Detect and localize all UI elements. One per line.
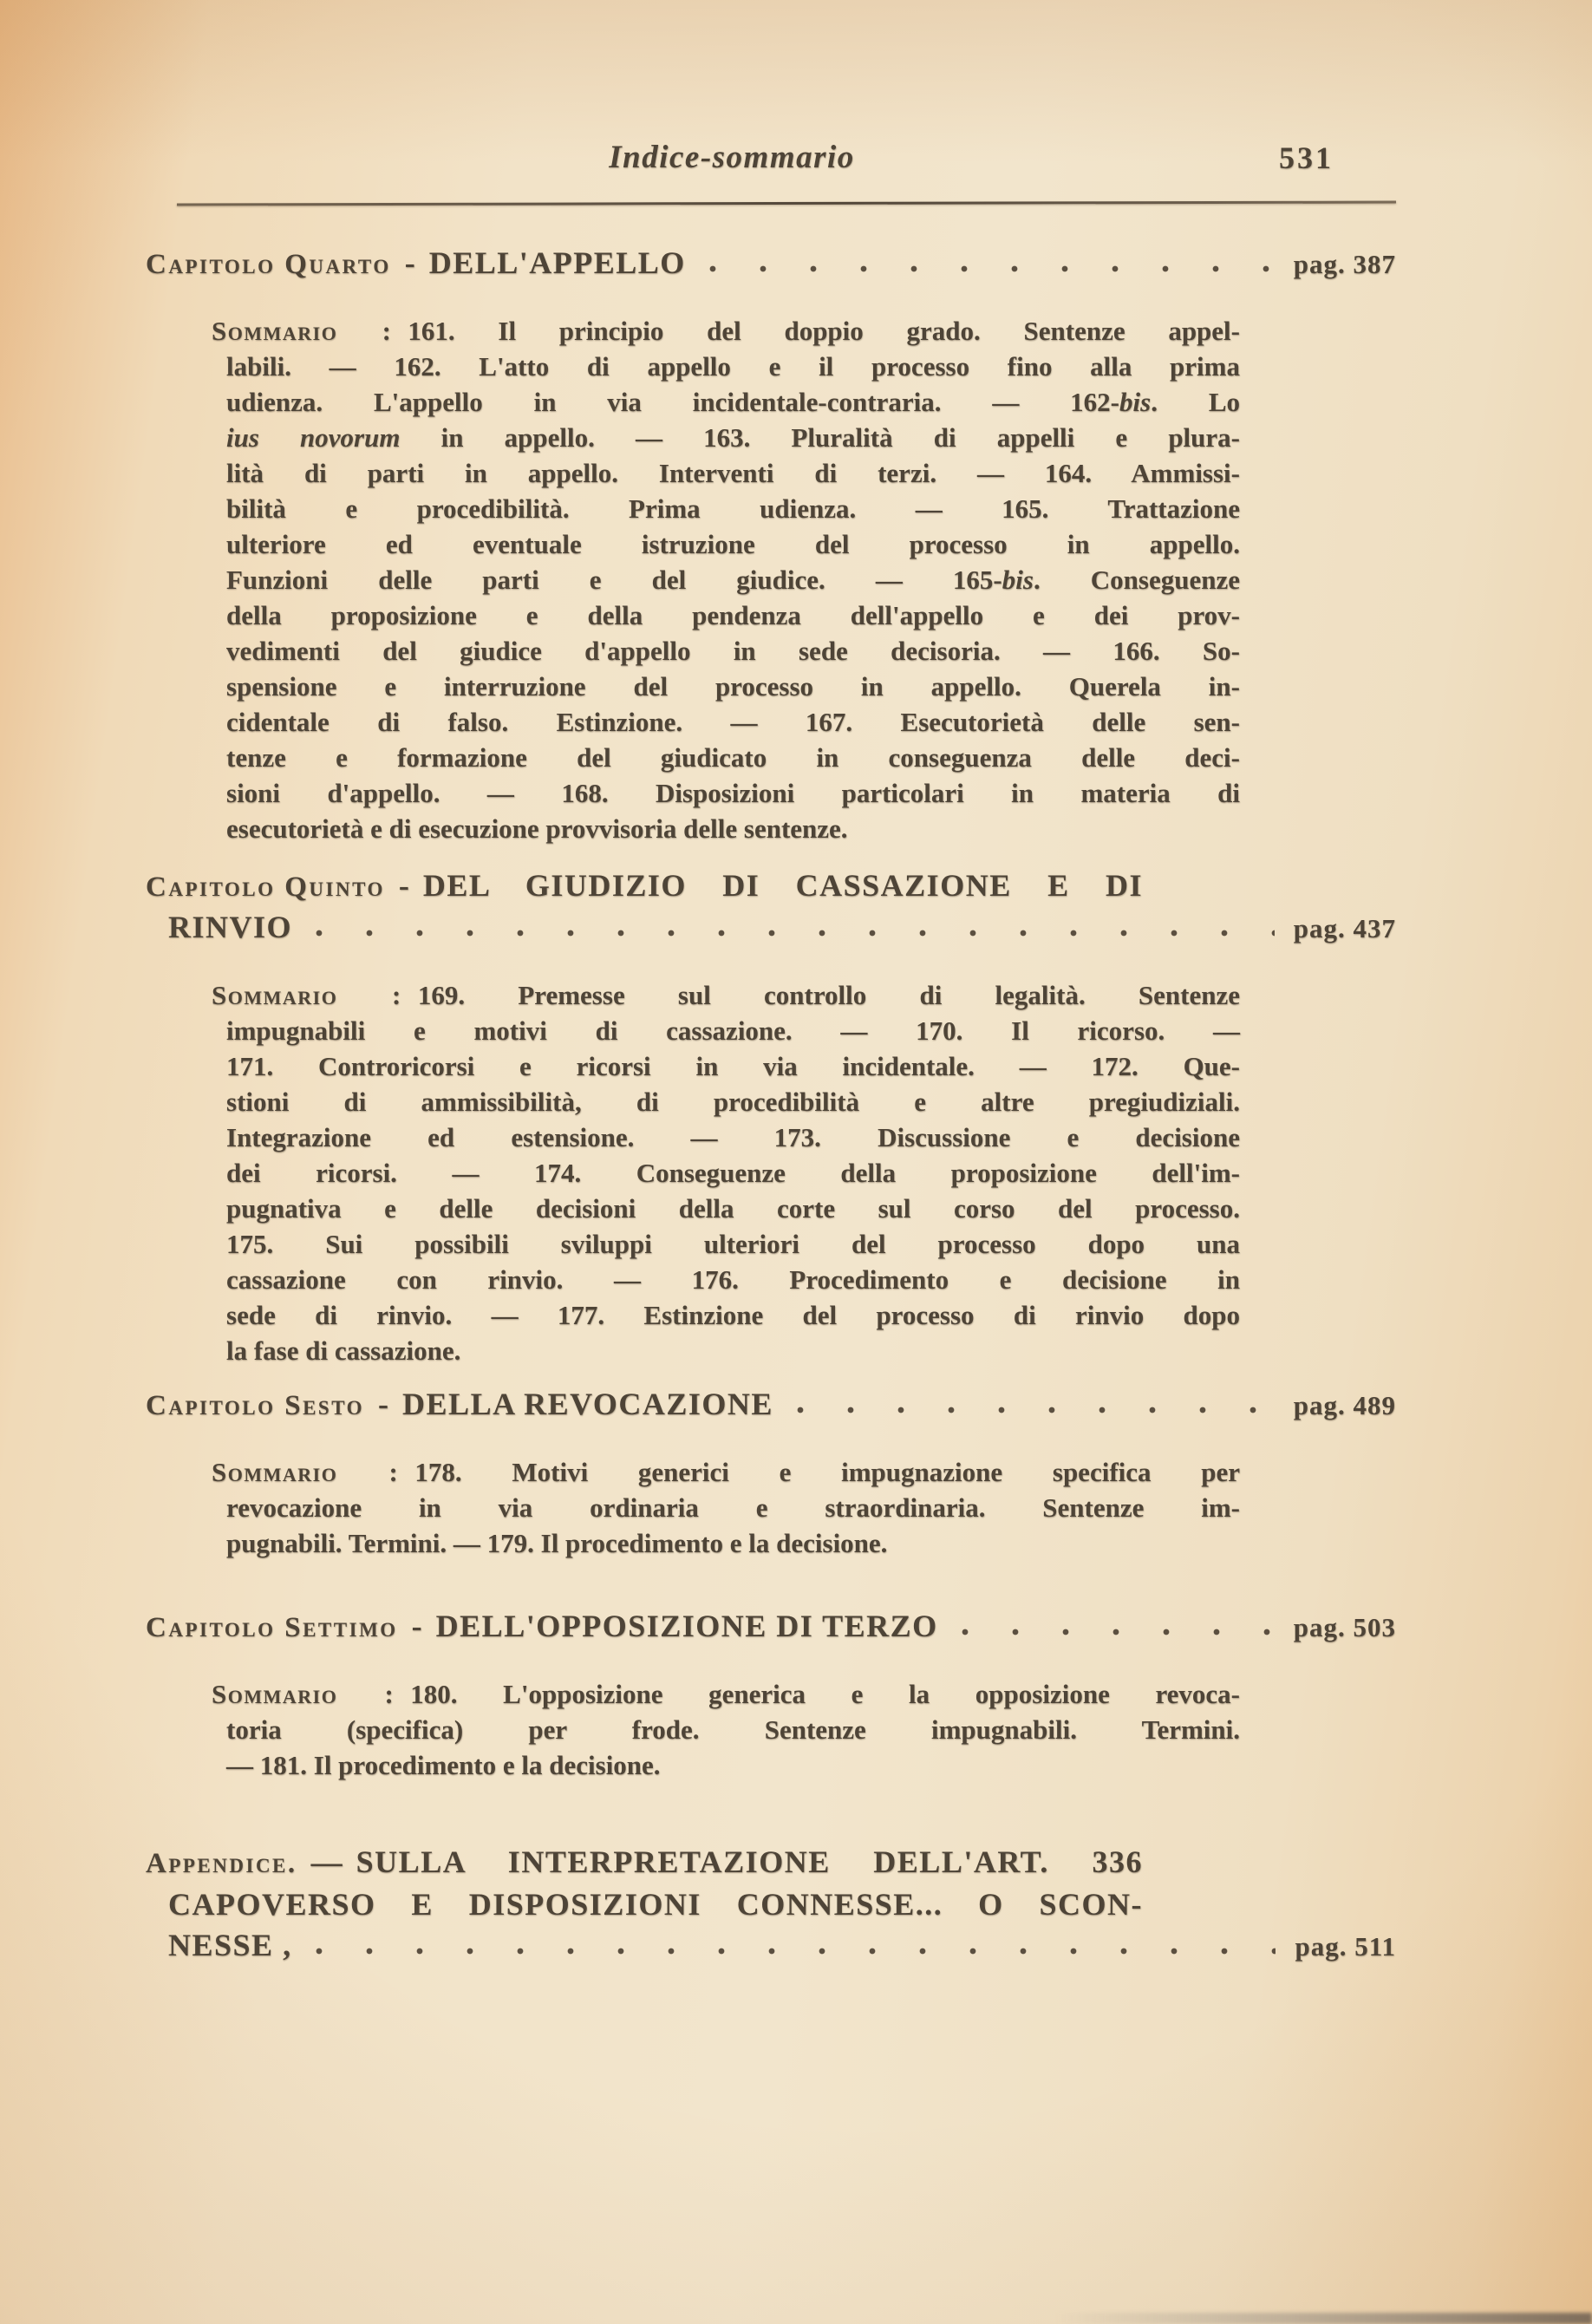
dot-leader [315,1947,1276,1955]
chapter-heading [146,1606,1396,1648]
sommario-line: ulteriore ed eventuale istruzione del processo in appello. [226,529,1240,559]
sommario-line: ius novorum in appello. — 163. Pluralità di appelli e plura- [226,422,1240,453]
sommario-line: della proposizione e della pendenza dell'appello e dei prov- [226,600,1240,630]
sommario-line: cidentale di falso. Estinzione. — 167. Esecutorietà delle sen- [226,707,1240,737]
sommario-line: spensione e interruzione del processo in appello. Querela in- [226,671,1240,702]
sommario-line: stioni di ammissibilità, di procedibilità e altre pregiudiziali. [226,1087,1240,1117]
toc-entry-capitolo-quarto [146,243,1396,846]
sommario-block [212,1454,1240,1561]
sommario-first-line [212,313,1240,349]
sommario-label: Sommario : [212,1679,395,1709]
sommario-line: Integrazione ed estensione. — 173. Discussione e decisione [226,1122,1240,1152]
sommario-line: Funzioni delle parti e del giudice. — 165-bis. Conseguenze [226,565,1240,595]
chapter-heading [146,1384,1396,1426]
sommario-line: sioni d'appello. — 168. Disposizioni particolari in materia di [226,778,1240,808]
sommario-first-text: 180. L'opposizione generica e la opposizione revoca- [410,1679,1241,1709]
sommario-line: pugnativa e delle decisioni della corte sul corso del processo. [226,1193,1240,1224]
sommario-line: udienza. L'appello in via incidentale-contraria. — 162-bis. Lo [226,387,1240,417]
sommario-line: sede di rinvio. — 177. Estinzione del processo di rinvio dopo [226,1300,1240,1330]
sommario-first-text: 161. Il principio del doppio grado. Sentenze appel- [408,316,1240,346]
sommario-label: Sommario : [212,980,402,1010]
sommario-line: 175. Sui possibili sviluppi ulteriori del processo dopo una [226,1229,1240,1259]
appendix-title-line2: CAPOVERSO E DISPOSIZIONI CONNESSE... O SCON- [168,1887,1143,1922]
page-reference: pag. 489 [1293,1390,1396,1420]
chapter-title: DELLA REVOCAZIONE [402,1387,773,1421]
dot-leader [315,929,1275,937]
sommario-line: bilità e procedibilità. Prima udienza. — 165. Trattazione [226,493,1240,524]
chapter-title-line2: RINVIO [168,910,293,944]
chapter-heading [146,243,1396,284]
appendix-heading [146,1842,1396,1884]
chapter-separator: - [404,245,415,280]
sommario-line: tenze e formazione del giudicato in conseguenza delle deci- [226,742,1240,773]
page-reference: pag. 437 [1293,913,1396,943]
appendix-separator: — [310,1844,343,1879]
chapter-label: Capitolo Sesto [146,1390,365,1421]
appendix-title-line1: SULLA INTERPRETAZIONE DELL'ART. 336 [356,1844,1143,1879]
sommario-line: lità di parti in appello. Interventi di terzi. — 164. Ammissi- [226,458,1240,488]
toc-entry-appendice [146,1842,1396,1967]
sommario-first-text: 169. Premesse sul controllo di legalità. Sentenze [417,980,1241,1010]
sommario-label: Sommario : [212,316,393,346]
sommario-line: 171. Controricorsi e ricorsi in via incidentale. — 172. Que- [226,1051,1240,1081]
page-reference: pag. 503 [1293,1612,1396,1642]
toc-entry-capitolo-quinto [146,865,1396,1368]
sommario-line: esecutorietà e di esecuzione provvisoria delle sentenze. [226,813,848,844]
sommario-block [212,313,1240,846]
dot-leader [961,1628,1275,1636]
sommario-line: — 181. Il procedimento e la decisione. [226,1750,661,1780]
chapter-label: Capitolo Quarto [146,249,391,280]
sommario-label: Sommario : [212,1457,400,1487]
sommario-lines [212,1712,1240,1783]
chapter-label: Capitolo Quinto [146,872,385,903]
chapter-separator: - [378,1387,389,1421]
scan-edge-smudge [1054,2313,1592,2324]
sommario-line: la fase di cassazione. [226,1335,461,1366]
toc-entry-capitolo-sesto [146,1384,1396,1561]
toc-entry-capitolo-settimo [146,1606,1396,1783]
sommario-first-line [212,1454,1240,1490]
appendix-heading-continuation [168,1925,1396,1967]
sommario-block [212,1676,1240,1783]
sommario-first-text: 178. Motivi generici e impugnazione specifica per [414,1457,1240,1487]
chapter-separator: - [398,868,409,903]
sommario-lines [212,349,1240,846]
chapter-title-line1: DEL GIUDIZIO DI CASSAZIONE E DI [422,868,1143,903]
sommario-block [212,977,1240,1368]
chapter-separator: - [411,1609,422,1643]
dot-leader [708,264,1275,273]
header-rule [177,201,1396,206]
dot-leader [796,1406,1275,1414]
sommario-line: labili. — 162. L'atto di appello e il processo fino alla prima [226,351,1240,382]
sommario-lines [212,1490,1240,1561]
chapter-heading [146,865,1396,907]
page-number: 531 [1279,140,1334,175]
sommario-line: cassazione con rinvio. — 176. Procedimento e decisione in [226,1264,1240,1295]
appendix-label: Appendice. [146,1848,297,1879]
chapter-heading-continuation [168,907,1396,949]
page-reference: pag. 511 [1295,1931,1396,1962]
sommario-line: pugnabili. Termini. — 179. Il procedimento e la decisione. [226,1528,888,1558]
sommario-line: impugnabili e motivi di cassazione. — 170. Il ricorso. — [226,1015,1240,1046]
running-title: Indice-sommario [609,140,855,175]
chapter-title: DELL'OPPOSIZIONE DI TERZO [435,1609,938,1643]
chapter-title: DELL'APPELLO [428,245,686,280]
sommario-first-line [212,977,1240,1013]
page-reference: pag. 387 [1293,249,1396,279]
chapter-label: Capitolo Settimo [146,1612,398,1643]
sommario-line: vedimenti del giudice d'appello in sede decisoria. — 166. So- [226,636,1240,666]
page-header [146,139,1396,191]
appendix-title-line3: NESSE , [168,1928,292,1962]
sommario-line: dei ricorsi. — 174. Conseguenze della proposizione dell'im- [226,1158,1240,1188]
sommario-first-line [212,1676,1240,1712]
sommario-line: toria (specifica) per frode. Sentenze impugnabili. Termini. [226,1714,1240,1745]
sommario-lines [212,1013,1240,1368]
sommario-line: revocazione in via ordinaria e straordinaria. Sentenze im- [226,1492,1240,1523]
